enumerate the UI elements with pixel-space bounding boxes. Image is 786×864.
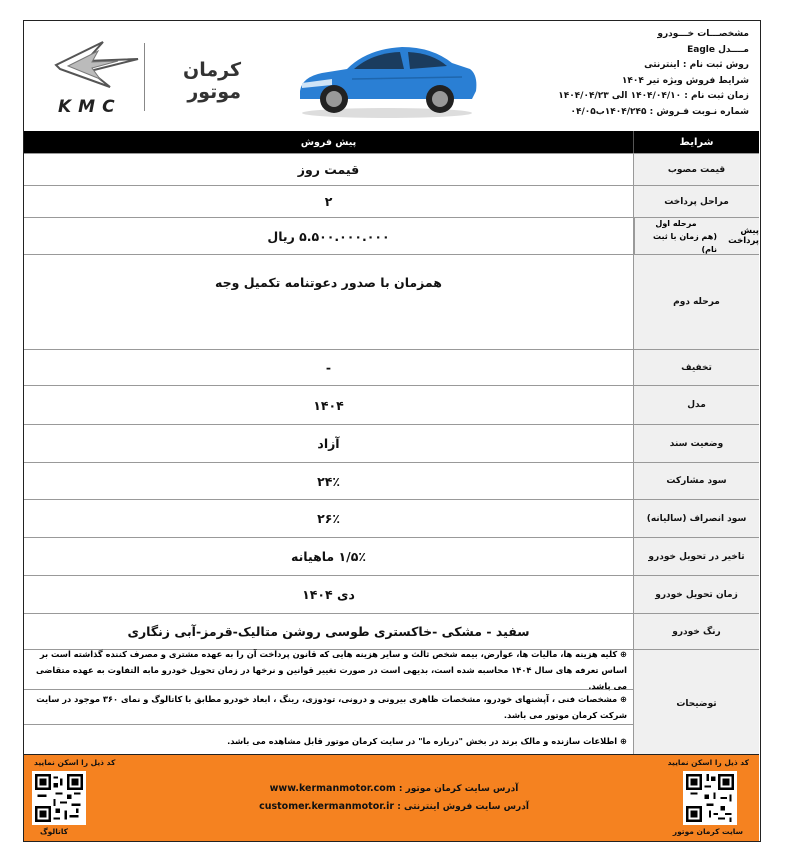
company-logo bbox=[36, 29, 241, 121]
model-label: مدل bbox=[633, 386, 759, 424]
color-value: سفید - مشکی -خاکستری طوسی روشن متالیک-قرمز-آبی زنگاری bbox=[127, 624, 530, 639]
payment-stages-row bbox=[24, 186, 759, 218]
info-line-title: مشخصـــات خـــودرو bbox=[657, 29, 749, 39]
qr-website[interactable] bbox=[683, 771, 737, 825]
logo-divider bbox=[144, 43, 145, 111]
second-stage-label: مرحله دوم bbox=[633, 255, 759, 349]
footer bbox=[24, 754, 759, 841]
info-line-model: مــــدل Eagle bbox=[687, 44, 749, 55]
delivery-time-value: دی ۱۴۰۴ bbox=[302, 587, 355, 602]
conditions-value: پیش فروش bbox=[300, 136, 357, 148]
note-item: ⊕ کلیه هزینه ها، مالیات ها، عوارض، بیمه شخص ثالث و سایر هزینه هایی که قانون پرداخت آن را به عهده مشتری و مصرف کننده گذاشته است بر اساس تعرفه های سال ۱۴۰۴ محاسبه شده است، بدیهی است در صورت تغییر قوانین و نرخها در زمان تحویل خودرو مابه التفاوت به عهده متقاضی می باشد. bbox=[24, 650, 633, 690]
sales-sheet bbox=[23, 20, 761, 842]
vehicle-info bbox=[529, 27, 749, 120]
header bbox=[24, 21, 759, 132]
document-status-value: آزاد bbox=[317, 436, 340, 451]
color-label: رنگ خودرو bbox=[633, 614, 759, 649]
sales-url[interactable]: customer.kermanmotor.ir bbox=[259, 801, 395, 812]
info-line-registration-period: زمان ثبت نام : ۱۴۰۴/۰۴/۱۰ الی ۱۴۰۴/۰۴/۲۳ bbox=[558, 91, 749, 101]
prepayment-row bbox=[24, 218, 759, 255]
car-image bbox=[292, 33, 482, 121]
notes-row bbox=[24, 650, 759, 757]
info-line-sales-number: شماره نـوبت فـروش : ۱۴۰۴/۲۴۵ب۰۴/۰۵ bbox=[570, 106, 749, 117]
prepayment-sub-label bbox=[634, 218, 717, 254]
qr-right-caption: کد ذیل را اسکن نمایید bbox=[667, 758, 749, 767]
website-url[interactable]: www.kermanmotor.com bbox=[269, 783, 396, 794]
sales-address bbox=[234, 801, 554, 812]
qr-code-icon bbox=[35, 774, 83, 822]
info-line-sales-terms: شرایط فروش ویژه تیر ۱۴۰۴ bbox=[621, 75, 749, 86]
participation-profit-row bbox=[24, 463, 759, 500]
discount-label: تخفیف bbox=[633, 350, 759, 385]
participation-profit-value: ۲۴٪ bbox=[317, 473, 340, 489]
qr-right-label: سایت کرمان موتور bbox=[672, 827, 743, 836]
sales-label: آدرس سایت فروش اینترنتی : bbox=[397, 802, 529, 812]
payment-stages-value: ۲ bbox=[324, 194, 333, 209]
cancellation-profit-row bbox=[24, 500, 759, 538]
note-item: ⊕ مشخصات فنی ، آپشنهای خودرو، مشخصات ظاهری بیرونی و درونی، تودوزی، رینگ ، ابعاد خودرو مطابق با کاتالوگ و نمای ۳۶۰ موجود در سایت شرکت کرمان موتور می باشد. bbox=[24, 690, 633, 725]
kmc-logo-icon bbox=[48, 37, 148, 92]
first-stage-note: (هم زمان با ثبت نام) bbox=[653, 231, 717, 254]
approved-price-label: قیمت مصوب bbox=[633, 154, 759, 185]
conditions-label: شرایط bbox=[633, 131, 759, 153]
delivery-delay-row bbox=[24, 538, 759, 576]
document-status-label: وضعیت سند bbox=[633, 425, 759, 462]
website-address bbox=[234, 783, 554, 794]
payment-stages-label: مراحل پرداخت bbox=[633, 186, 759, 217]
delivery-time-label: زمان تحویل خودرو bbox=[633, 576, 759, 613]
discount-value: - bbox=[325, 360, 332, 375]
first-stage-label: مرحله اول bbox=[655, 218, 697, 228]
cancellation-profit-value: ۲۶٪ bbox=[317, 511, 340, 526]
notes-list bbox=[24, 650, 633, 757]
delivery-delay-value: ۱/۵٪ ماهیانه bbox=[291, 549, 366, 564]
delivery-time-row bbox=[24, 576, 759, 614]
prepayment-main-label: پیش پرداخت bbox=[728, 226, 759, 246]
model-row bbox=[24, 386, 759, 425]
prepayment-label bbox=[633, 218, 759, 254]
brand-persian: کرمان موتور bbox=[183, 59, 241, 103]
discount-row bbox=[24, 350, 759, 386]
prepayment-value: ۵.۵۰۰.۰۰۰.۰۰۰ ریال bbox=[267, 228, 390, 244]
qr-left-label: کاتالوگ bbox=[40, 827, 69, 836]
second-stage-value: همزمان با صدور دعوتنامه تکمیل وجه bbox=[215, 274, 442, 290]
approved-price-row bbox=[24, 154, 759, 186]
conditions-row bbox=[24, 131, 759, 154]
brand-latin: KMC bbox=[58, 97, 122, 117]
second-stage-row bbox=[24, 255, 759, 350]
qr-catalog[interactable] bbox=[32, 771, 86, 825]
qr-left-caption: کد ذیل را اسکن نمایید bbox=[34, 758, 116, 767]
document-status-row bbox=[24, 425, 759, 463]
note-item: ⊕ اطلاعات سازنده و مالک برند در بخش "درباره ما" در سایت کرمان موتور قابل مشاهده می باشد. bbox=[227, 736, 627, 746]
approved-price-value: قیمت روز bbox=[297, 162, 360, 177]
delivery-delay-label: تاخیر در تحویل خودرو bbox=[633, 538, 759, 575]
model-value: ۱۴۰۴ bbox=[313, 397, 344, 413]
cancellation-profit-label: سود انصراف (سالیانه) bbox=[633, 500, 759, 537]
website-label: آدرس سایت کرمان موتور : bbox=[398, 784, 519, 794]
qr-code-icon bbox=[686, 774, 734, 822]
notes-label: توضیحات bbox=[633, 650, 759, 757]
participation-profit-label: سود مشارکت bbox=[633, 463, 759, 499]
info-line-registration-method: روش ثبت نام : اینترنتی bbox=[644, 60, 749, 70]
